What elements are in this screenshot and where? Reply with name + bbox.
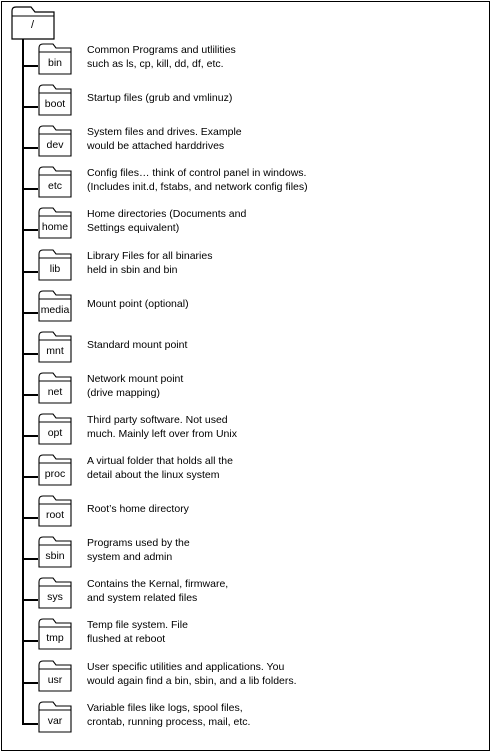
directory-row [0,164,491,204]
description-line: System files and drives. Example [87,126,242,138]
tree-connector [22,723,38,725]
tree-connector [22,476,38,478]
folder-label: mnt [46,345,64,357]
folder-label: sbin [45,550,65,562]
directory-description [87,43,483,71]
directory-description [87,618,483,646]
directory-row [0,82,491,122]
directory-folder [38,290,72,320]
directory-folder [38,413,72,443]
tree-connector [22,682,38,684]
directory-row [0,41,491,81]
tree-connector [22,312,38,314]
directory-row [0,658,491,698]
description-line: system and admin [87,551,173,563]
directory-folder [38,536,72,566]
folder-label: home [41,221,69,233]
tree-connector [22,435,38,437]
directory-description [87,372,483,400]
directory-folder [38,660,72,690]
folder-label: opt [47,427,63,439]
folder-label: bin [47,57,62,69]
tree-connector [22,599,38,601]
description-line: A virtual folder that holds all the [87,455,233,467]
folder-label: sys [47,591,63,603]
description-line: much. Mainly left over from Unix [87,428,237,440]
description-line: Variable files like logs, spool files, [87,702,243,714]
tree-connector [22,271,38,273]
description-line: Mount point (optional) [87,298,189,310]
directory-folder [38,701,72,731]
description-line: Startup files (grub and vmlinuz) [87,92,233,104]
directory-description [87,338,483,352]
directory-folder [38,372,72,402]
description-line: held in sbin and bin [87,264,178,276]
description-line: detail about the linux system [87,469,220,481]
description-line: Config files… think of control panel in windows. [87,167,307,179]
description-line: would be attached harddrives [87,140,225,152]
folder-label: usr [47,674,63,686]
directory-row [0,288,491,328]
tree-connector [22,640,38,642]
description-line: such as ls, cp, kill, dd, df, etc. [87,58,224,70]
directory-description [87,125,483,153]
directory-folder [38,249,72,279]
description-line: and system related files [87,592,198,604]
tree-connector [22,517,38,519]
folder-label: media [40,304,70,316]
directory-folder [38,618,72,648]
directory-row [0,370,491,410]
description-line: Network mount point [87,373,184,385]
tree-connector [22,188,38,190]
folder-label: var [47,715,63,727]
directory-description [87,297,483,311]
directory-folder [38,454,72,484]
folder-label: boot [44,98,66,110]
directory-folder [38,577,72,607]
root-folder [11,6,55,40]
directory-description [87,536,483,564]
directory-folder [38,495,72,525]
description-line: Temp file system. File [87,619,188,631]
directory-folder [38,331,72,361]
description-line: Home directories (Documents and [87,208,247,220]
folder-label: lib [49,263,61,275]
directory-folder [38,166,72,196]
folder-label: proc [44,468,66,480]
description-line: Standard mount point [87,339,188,351]
directory-description [87,207,483,235]
directory-row [0,205,491,245]
folder-label: dev [46,139,64,151]
description-line: Third party software. Not used [87,414,228,426]
description-line: Settings equivalent) [87,222,180,234]
tree-connector [22,65,38,67]
directory-description [87,577,483,605]
directory-description [87,91,483,105]
directory-description [87,454,483,482]
tree-connector [22,147,38,149]
description-line: would again find a bin, sbin, and a lib folders. [87,675,297,687]
description-line: Common Programs and utlilities [87,44,236,56]
root-label: / [31,19,35,31]
directory-folder [38,43,72,73]
tree-connector [22,353,38,355]
description-line: Root’s home directory [87,503,189,515]
directory-row [0,699,491,739]
tree-connector [22,558,38,560]
description-line: flushed at reboot [87,633,166,645]
directory-row [0,452,491,492]
directory-folder [38,207,72,237]
tree-connector [22,106,38,108]
directory-description [87,660,483,688]
description-line: crontab, running process, mail, etc. [87,716,251,728]
description-line: User specific utilities and applications. You [87,661,285,673]
folder-label: tmp [46,632,64,644]
directory-row [0,123,491,163]
description-line: Library Files for all binaries [87,250,213,262]
directory-description [87,249,483,277]
description-line: Contains the Kernal, firmware, [87,578,229,590]
directory-row [0,411,491,451]
directory-description [87,166,483,194]
directory-row [0,493,491,533]
directory-row [0,534,491,574]
directory-description [87,413,483,441]
folder-label: net [47,386,63,398]
directory-row [0,329,491,369]
directory-description [87,701,483,729]
description-line: (drive mapping) [87,387,160,399]
directory-row [0,247,491,287]
folder-label: etc [47,180,62,192]
tree-connector [22,394,38,396]
description-line: Programs used by the [87,537,190,549]
directory-folder [38,125,72,155]
directory-description [87,502,483,516]
directory-folder [38,84,72,114]
tree-connector [22,229,38,231]
directory-row [0,616,491,656]
description-line: (Includes init.d, fstabs, and network config files) [87,181,308,193]
folder-label: root [45,509,65,521]
directory-row [0,575,491,615]
